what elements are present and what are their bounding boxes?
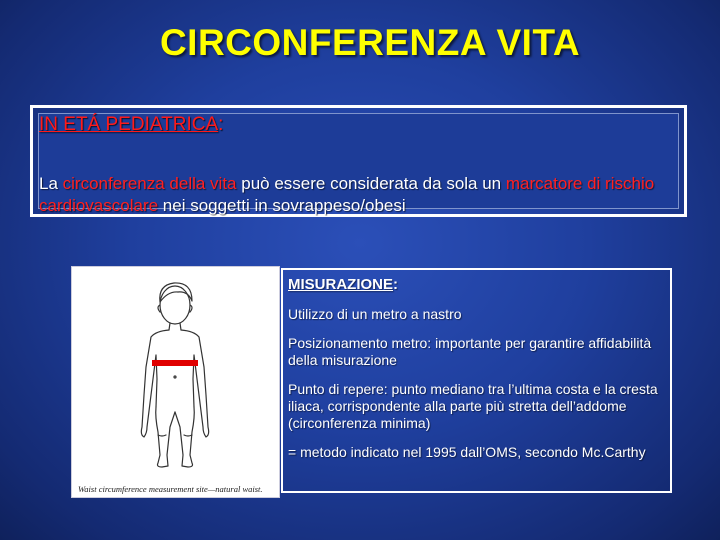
slide-title: CIRCONFERENZA VITA bbox=[159, 22, 581, 63]
para-highlight-risk-marker: marcatore di rischio cardiovascolare bbox=[39, 174, 655, 215]
para-suffix: nei soggetti in sovrappeso/obesi bbox=[162, 196, 406, 215]
torso-right-outline bbox=[181, 330, 209, 437]
para-middle: può essere considerata da sola un bbox=[236, 174, 506, 193]
navel-mark bbox=[174, 376, 176, 378]
section-heading-text: IN ETÁ PEDIATRICA bbox=[39, 114, 219, 135]
measurement-item: Posizionamento metro: importante per garantire affidabilità della misurazione bbox=[288, 335, 652, 368]
section-heading bbox=[39, 114, 223, 136]
leg-right-outline bbox=[175, 407, 194, 467]
measurement-item: Utilizzo di un metro a nastro bbox=[288, 306, 462, 322]
measurement-item: = metodo indicato nel 1995 dall’OMS, secondo Mc.Carthy bbox=[288, 444, 646, 460]
section-heading-colon: : bbox=[218, 114, 224, 135]
figure-caption: Waist circumference measurement site—natural waist. bbox=[78, 484, 263, 494]
torso-left-outline bbox=[141, 330, 169, 437]
para-prefix: La bbox=[39, 174, 63, 193]
knee-right bbox=[184, 435, 192, 436]
child-body-illustration bbox=[72, 267, 279, 477]
measurement-item: Punto di repere: punto mediano tra l’ultima costa e la cresta iliaca, corrispondente alla parte più stretta dell’addome (circonferenza minima) bbox=[288, 381, 658, 431]
waist-measurement-band bbox=[152, 360, 198, 366]
knee-left bbox=[158, 435, 166, 436]
measurement-content bbox=[288, 276, 672, 473]
section-paragraph bbox=[39, 173, 689, 217]
measurement-title-text: MISURAZIONE bbox=[288, 276, 393, 293]
measurement-title-colon: : bbox=[393, 276, 398, 293]
child-figure-panel bbox=[71, 266, 280, 498]
leg-left-outline bbox=[156, 407, 175, 467]
measurement-title bbox=[288, 276, 672, 293]
para-highlight-circumference: circonferenza della vita bbox=[62, 174, 237, 193]
